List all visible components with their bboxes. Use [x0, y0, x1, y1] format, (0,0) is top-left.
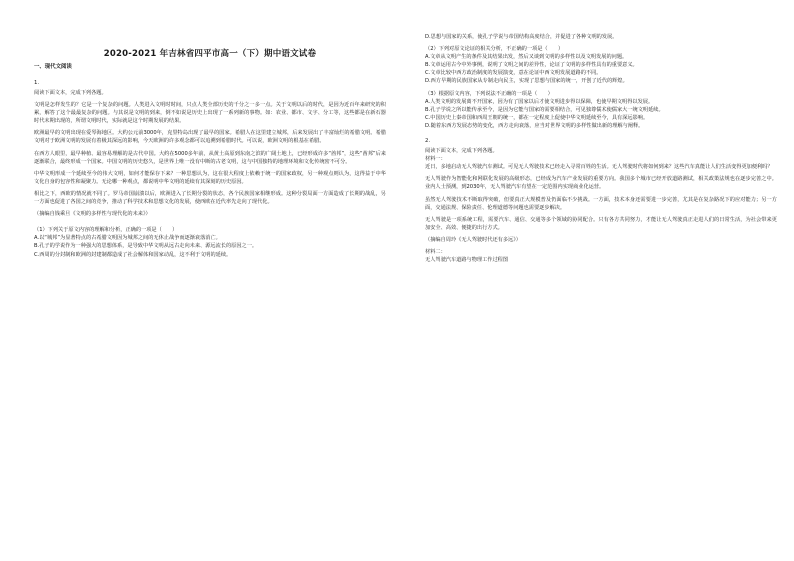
instruction: 阅读下面文本，完成下列各题。: [425, 148, 498, 155]
passage-paragraph: 虽然无人驾驶技术不断取得突破，但要真正大规模普及仍面临不少挑战。一方面，技术本身还需要进一步完善，尤其是在复杂路况下的应对能力；另一方面，交通法规、保险责任、伦理道德等问题也需要逐步解决。: [425, 196, 777, 211]
answer-option: B.孔子学说之所以能传承至今，是因为它能与国家的需要相结合，可见独尊儒术使儒家大一统文明延续。: [425, 106, 664, 113]
material-label: 材料一：: [425, 156, 446, 163]
answer-option: B.孔子的学说作为一种强大的思想体系，是导致中华文明从远古走向未来、源远流长的原因之一。: [34, 243, 258, 250]
passage-paragraph: 在西方人眼里，最早种植、最容易理解的是古代中国。大约在5000多年前，从黄土高原到东南之滨的广阔土地上，已经形成许多“酋邦”，这些“酋邦”后来逐渐联合，最终形成一个国家。中国文明的历史悠久，是世界上唯一没有中断的古老文明，这与中国独特的地理环境和文化传统密不可分。: [34, 150, 386, 165]
answer-option: B.文章运用古今中外事例，说明了文明之间的差异性，论证了文明的多样性具有的重要意义。: [425, 62, 638, 69]
answer-option: D.随着东西方发展态势的变化，西方走向衰落，应当对世界文明的多样性做出新的理解与阐释。: [425, 122, 644, 129]
passage-paragraph: 文明是怎样发生的？它是一个复杂的问题。人类进入文明时时间，只点人类全部历史的千分之一多一点。关于文明以后的时代，是因为近百年来研究的积累，解答了这个最最复杂的问题。与其说是文明的到来，倒不如说是历史上出现了一系列新的事物。如：农业、都市、文字、分工等，这些都是在新石器时代末期出现的，所谓文明时代，实际就是这个时期发展的结果。: [34, 102, 386, 125]
answer-option: A.人类文明的发展离不开国家，因为有了国家以后才使文明进步得以保障，也使早期文明得以发展。: [425, 98, 654, 105]
passage-source: （摘编自周玲《无人驾驶时代还有多远》）: [425, 236, 521, 243]
instruction: 阅读下面文本，完成下列各题。: [34, 90, 107, 96]
passage-paragraph: 中华文明形成一个延续至今的伟大文明，如何才能保存下来？一种思想认为，这在很大程度上依赖于统一的国家政权，另一种观点则认为，这得益于中华文化自身的包容性和凝聚力。无论哪一种观点，都说明中华文明的延续有其深刻的历史原因。: [34, 170, 386, 185]
question-stem: （1）下列关于原文内容的理解和分析，正确的一项是（ ）: [34, 227, 178, 234]
left-column: [34, 62, 386, 259]
material-caption: 无人驾驶汽车道路与物理工作过程图: [425, 257, 509, 264]
section-heading: 一、现代文阅读: [34, 64, 72, 70]
answer-option: D.思想与国家的关系，使孔子学说与帝国结构高度结合，并促进了各种文明的发展。: [425, 34, 618, 40]
question-stem: （2）下列对原文论证的相关分析，不正确的一项是（ ）: [425, 46, 564, 53]
answer-option: C.中国历史上秦帝国和西周王朝的统一，都在一定程度上促使中华文明延续至今，具有深远影响。: [425, 114, 649, 121]
answer-option: C.文章比较中西方政治制度的发展演变，意在论证中西文明发展道路的不同。: [425, 70, 602, 77]
material-label: 材料二：: [425, 248, 446, 255]
passage-paragraph: 欧洲最早的文明出现在爱琴海地区。大约公元前3000年，克里特岛出现了最早的国家。希腊人在这里建立城邦，后来发展出了丰富灿烂的希腊文明。希腊文明对于欧洲文明的发展有着极其深远的影响，今天欧洲的许多观念都可以追溯到希腊时代。可以说，欧洲文明的根基在希腊。: [34, 130, 386, 145]
question-number: 2.: [425, 138, 431, 145]
passage-paragraph: 无人驾驶是一项系统工程，需要汽车、通信、交通等多个领域的协同配合。只有各方共同努力，才能让无人驾驶真正走进人们的日常生活，为社会带来更加安全、高效、便捷的出行方式。: [425, 216, 777, 231]
right-column: [425, 33, 777, 264]
question-number: 1.: [34, 80, 40, 86]
answer-option: D.西方早期的民族国家从专制走向民主，实现了思想与国家的统一，开创了近代的辉煌。: [425, 78, 628, 85]
answer-option: C.西周的分封制和欧洲的封建制都造成了社会解体和国家动乱，这不利于文明的延续。: [34, 251, 232, 258]
answer-option: A.以“城邦”为显著特点的古希腊文明因为城邦之间的无休止战争而逐渐衰落消亡。: [34, 235, 221, 242]
answer-option: A.文章从文明产生的条件及其结果出发，然后又谈到文明的多样性以及文明发展的问题。: [425, 54, 628, 61]
passage-paragraph: 无人驾驶作为智能化和网联化发展的高级形态，已经成为汽车产业发展的重要方向。我国多个城市已经开放道路测试，相关政策法规也在逐步完善之中。业内人士预测，到2030年，无人驾驶汽车有望在一定范围内实现商业化运营。: [425, 176, 777, 191]
passage-paragraph: 近日，多地启动无人驾驶汽车测试。可见无人驾驶技术已经走入寻常百姓的生活。无人驾驶时代将如何到来？这些汽车真能让人们生活变得更加便利吗？: [425, 164, 773, 171]
passage-source: （摘编自钱乘旦《文明的多样性与现代化的未来》）: [34, 211, 151, 218]
question-stem: （3）根据原文内容，下列说法不正确的一项是（ ）: [425, 90, 553, 97]
page-title: 2020-2021 年吉林省四平市高一（下）期中语文试卷: [103, 49, 317, 59]
passage-paragraph: 相比之下，西欧的情况就不同了。罗马帝国崩溃以后，欧洲进入了长期分裂的状态，各个民族国家相继形成。这种分裂局面一方面造成了长期的战乱，另一方面也促进了各国之间的竞争，推动了科学技术和思想文化的发展，使西欧在近代率先走向了现代化。: [34, 190, 386, 206]
